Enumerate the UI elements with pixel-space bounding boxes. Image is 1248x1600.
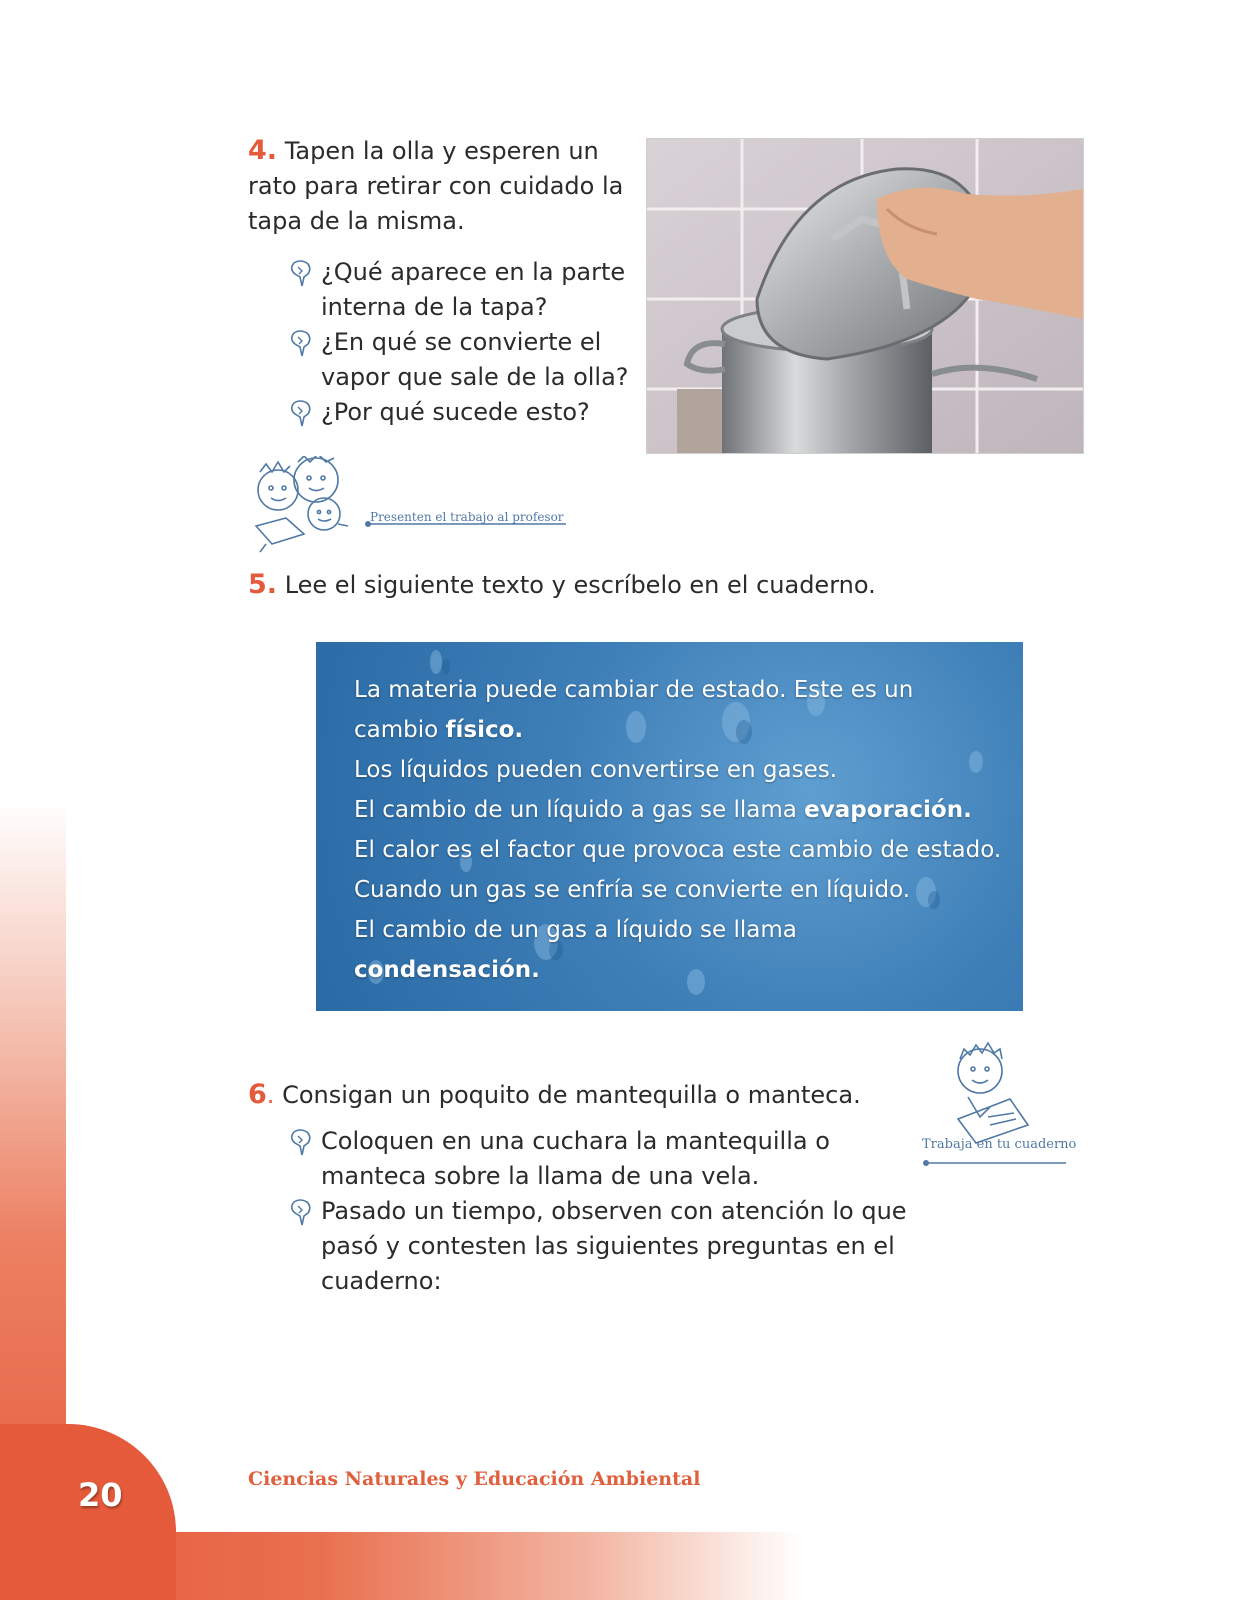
- lightbulb-bullet-icon: [285, 259, 315, 289]
- question-text: ¿Qué aparece en la parte interna de la tapa?: [321, 258, 626, 321]
- question-item: [285, 325, 645, 395]
- step-6: [248, 1077, 861, 1113]
- step-5: [248, 567, 876, 603]
- step-5-text: Lee el siguiente texto y escríbelo en el cuaderno.: [284, 571, 876, 599]
- step-6-number: 6: [248, 1079, 267, 1110]
- info-text: [354, 670, 1004, 990]
- step-4-text: Tapen la olla y esperen un rato para retirar con cuidado la tapa de la misma.: [248, 137, 624, 235]
- keyword-condensacion: condensación.: [354, 957, 540, 983]
- info-line-text: El cambio de un líquido a gas se llama: [354, 797, 805, 823]
- question-text: ¿En qué se convierte el vapor que sale de la olla?: [321, 328, 629, 391]
- step-4-number: 4.: [248, 135, 278, 166]
- keyword-fisico: físico.: [445, 717, 524, 743]
- info-line: [354, 790, 1004, 830]
- question-item: [285, 395, 645, 430]
- info-line-text: La materia puede cambiar de estado. Este es un cambio: [354, 677, 914, 743]
- info-line-text: El cambio de un gas a líquido se llama: [354, 917, 797, 943]
- step-4: [248, 133, 628, 239]
- info-line: [354, 910, 824, 990]
- step-5-number: 5.: [248, 569, 278, 600]
- instruction-item: [285, 1194, 965, 1299]
- info-line: [354, 670, 1004, 750]
- badge-present-label: Presenten el trabajo al profesor: [370, 510, 564, 524]
- info-line: El calor es el factor que provoca este cambio de estado.: [354, 837, 1002, 863]
- instruction-item: [285, 1124, 841, 1194]
- info-line: Los líquidos pueden convertirse en gases.: [354, 757, 838, 783]
- badge-notebook-label: Trabaja en tu cuaderno: [922, 1137, 1077, 1152]
- instruction-text: Pasado un tiempo, observen con atención lo que pasó y contesten las siguientes preguntas en el cuaderno:: [321, 1197, 907, 1295]
- lightbulb-bullet-icon: [285, 329, 315, 359]
- lightbulb-bullet-icon: [285, 399, 315, 429]
- info-line: Cuando un gas se enfría se convierte en líquido.: [354, 877, 911, 903]
- pot-lid-photo: [646, 138, 1084, 454]
- question-text: ¿Por qué sucede esto?: [321, 398, 590, 426]
- page-number: 20: [78, 1476, 123, 1514]
- instruction-text: Coloquen en una cuchara la mantequilla o manteca sobre la llama de una vela.: [321, 1127, 830, 1190]
- step-6-dot: .: [266, 1081, 275, 1109]
- lightbulb-bullet-icon: [285, 1198, 315, 1228]
- kids-drawing-icon: [246, 456, 576, 556]
- question-item: [285, 255, 645, 325]
- keyword-evaporacion: evaporación.: [804, 797, 972, 823]
- info-box: [316, 642, 1023, 1011]
- step-6-text: Consigan un poquito de mantequilla o manteca.: [282, 1081, 861, 1109]
- step-6-items: [285, 1124, 965, 1299]
- lightbulb-bullet-icon: [285, 1128, 315, 1158]
- step-4-questions: [285, 255, 645, 430]
- footer-book-title: Ciencias Naturales y Educación Ambiental: [248, 1468, 701, 1490]
